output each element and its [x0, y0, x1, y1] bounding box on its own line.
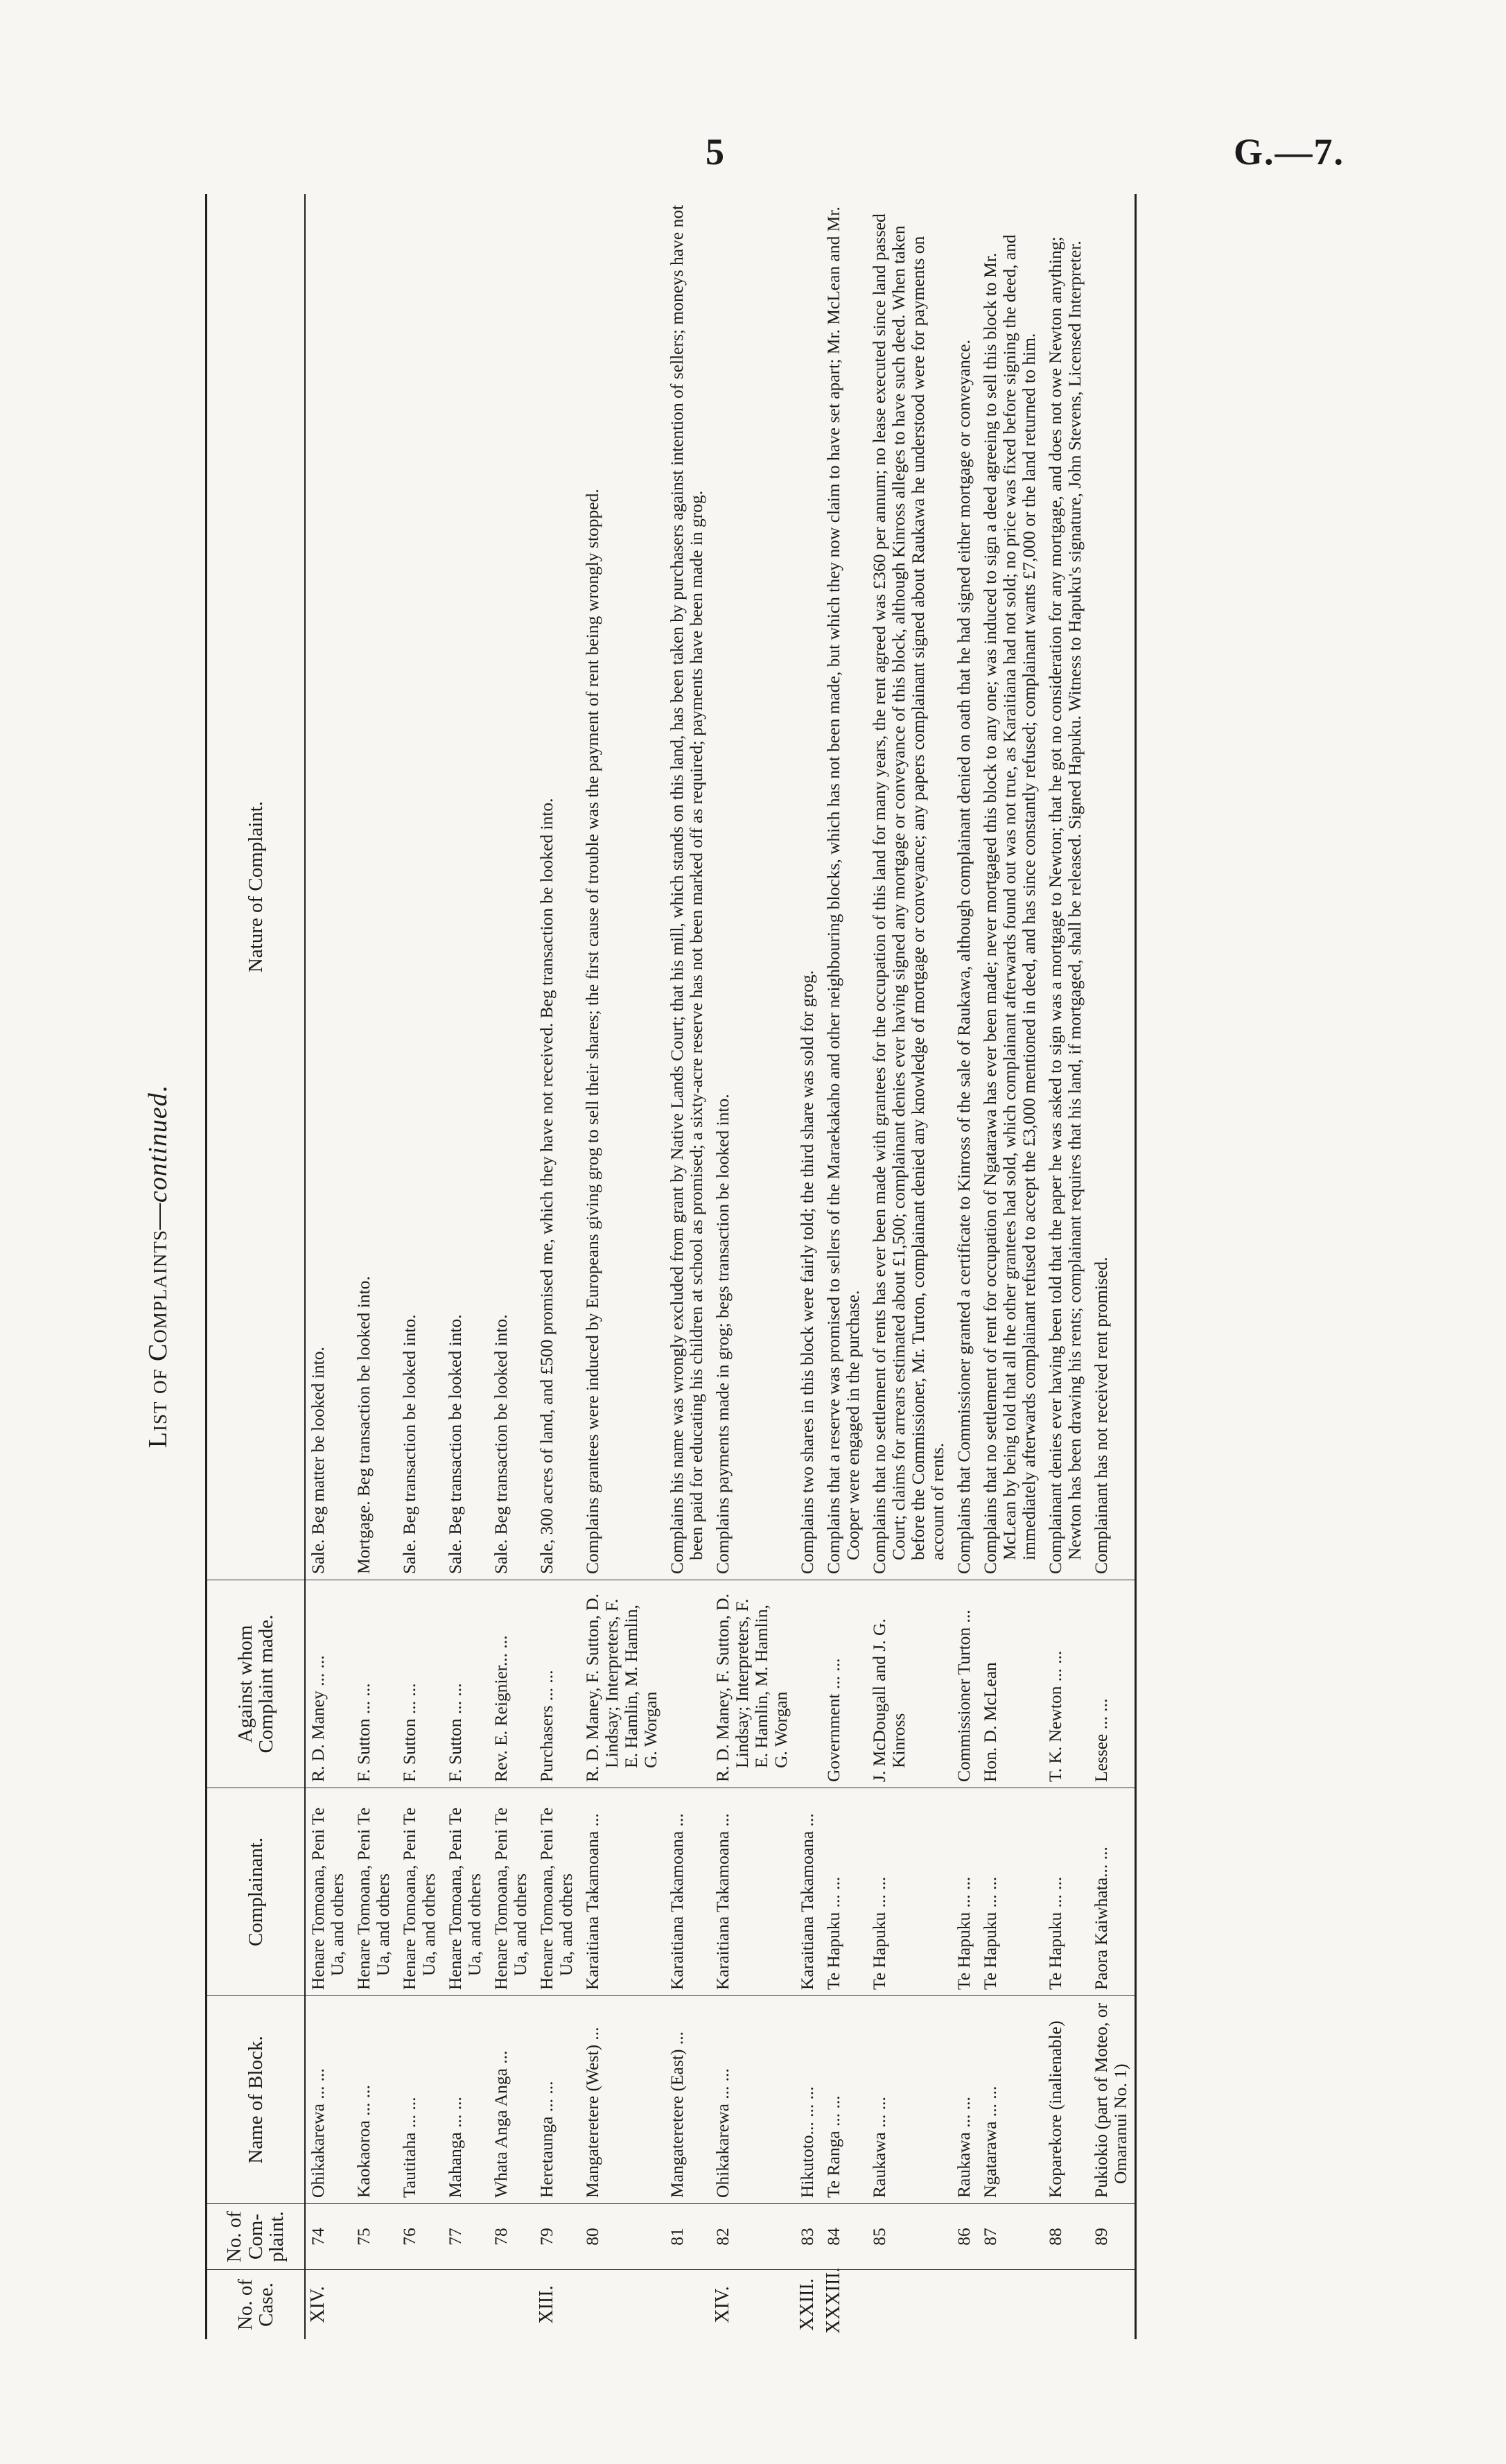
cell-case: XXIII. — [796, 2278, 818, 2331]
header-complaint-no: No. of Com-plaint. — [207, 2204, 304, 2270]
cell-complaint-no: 84 — [821, 2204, 867, 2270]
cell-case — [351, 2270, 397, 2339]
cell-against: Commissioner Turton ... — [952, 1580, 978, 1788]
cell-block: Whata Anga Anga ... — [489, 1996, 534, 2204]
cell-block: Tautitaha ... ... — [397, 1996, 443, 2204]
cell-against: Purchasers ... ... — [534, 1580, 580, 1788]
header-case: No. of Case. — [234, 2278, 277, 2331]
cell-block: Raukawa ... ... — [867, 1996, 952, 2204]
cell-block: Ohikakarewa ... ... — [710, 1996, 795, 2204]
table-row — [821, 194, 867, 2339]
table-row — [1043, 194, 1089, 2339]
cell-complainant: Karaitiana Takamoana ... — [580, 1788, 665, 1996]
cell-complainant: Te Hapuku ... ... — [1043, 1788, 1089, 1996]
table-row — [867, 194, 952, 2339]
cell-complaint-no: 83 — [795, 2204, 821, 2270]
cell-block: Ngatarawa ... ... — [978, 1996, 1043, 2204]
cell-complaint-no: 75 — [351, 2204, 397, 2270]
list-title-main: List of Complaints — [143, 1230, 173, 1449]
cell-complaint-no: 86 — [952, 2204, 978, 2270]
cell-nature: Complains that a reserve was promised to sellers of the Maraekakaho and other neighbouring blocks, which has not been made, but which they now claim to have set apart; Mr. McLean and Mr. Cooper were engaged in the purchase. — [821, 194, 867, 1580]
cell-complainant: Te Hapuku ... ... — [867, 1788, 952, 1996]
cell-complaint-no: 81 — [665, 2204, 710, 2270]
header-block: Name of Block. — [207, 1996, 304, 2204]
cell-against: Government ... ... — [821, 1580, 867, 1788]
cell-against: J. McDougall and J. G. Kinross — [867, 1580, 952, 1788]
list-title: List of Complaints—continued. — [143, 1085, 173, 1449]
cell-complaint-no: 77 — [443, 2204, 489, 2270]
cell-nature: Complains grantees were induced by Europeans giving grog to sell their shares; the first cause of trouble was the payment of rent being wrongly stopped. — [580, 194, 665, 1580]
cell-block: Ohikakarewa ... ... — [306, 1996, 351, 2204]
cell-case: XIII. — [536, 2285, 557, 2324]
cell-against: F. Sutton ... ... — [351, 1580, 397, 1788]
cell-nature: Complainant denies ever having been told that the paper he was asked to sign was a mortgage to Newton; that he got no consideration for any mortgage, and does not owe Newton anything; Newton has been drawing his rents; complainant requires that his land, if mortgaged, shall be released. Signed Hapuku. Witness to Hapuku's signature, John Stevens, Licensed Interpreter. — [1043, 194, 1089, 1580]
table-row — [665, 194, 710, 2339]
cell-case — [489, 2270, 534, 2339]
cell-complaint-no: 79 — [534, 2204, 580, 2270]
cell-case — [1043, 2270, 1089, 2339]
cell-complaint-no: 74 — [306, 2204, 351, 2270]
cell-nature: Complainant has not received rent promised. — [1089, 194, 1135, 1580]
cell-case: XIV. — [307, 2286, 329, 2323]
cell-block: Mahanga ... ... — [443, 1996, 489, 2204]
cell-nature: Complains that Commissioner granted a certificate to Kinross of the sale of Raukawa, although complainant denied on oath that he had signed either mortgage or conveyance. — [952, 194, 978, 1580]
cell-block: Heretaunga ... ... — [534, 1996, 580, 2204]
table-row — [306, 194, 351, 2339]
cell-complainant: Henare Tomoana, Peni Te Ua, and others — [397, 1788, 443, 1996]
cell-case — [580, 2270, 665, 2339]
cell-against: F. Sutton ... ... — [397, 1580, 443, 1788]
cell-complaint-no: 85 — [867, 2204, 952, 2270]
table-body — [306, 194, 1135, 2339]
cell-complainant: Te Hapuku ... ... — [952, 1788, 978, 1996]
cell-block: Kaokaoroa ... ... — [351, 1996, 397, 2204]
cell-complaint-no: 82 — [710, 2204, 795, 2270]
table-row — [952, 194, 978, 2339]
cell-block: Mangateretere (West) ... — [580, 1996, 665, 2204]
complaints-table — [205, 194, 1137, 2339]
cell-nature: Sale. Beg transaction be looked into. — [489, 194, 534, 1580]
table-row — [443, 194, 489, 2339]
cell-nature: Sale. Beg transaction be looked into. — [397, 194, 443, 1580]
cell-against — [795, 1580, 821, 1788]
cell-case — [665, 2270, 710, 2339]
cell-against: R. D. Maney, F. Sutton, D. Lindsay; Interpreters, F. E. Hamlin, M. Hamlin, G. Worgan — [580, 1580, 665, 1788]
cell-case — [397, 2270, 443, 2339]
cell-against: T. K. Newton ... ... — [1043, 1580, 1089, 1788]
cell-nature: Complains two shares in this block were fairly told; the third share was sold for grog. — [795, 194, 821, 1580]
cell-nature: Complains payments made in grog; begs transaction be looked into. — [710, 194, 795, 1580]
cell-block: Mangateretere (East) ... — [665, 1996, 710, 2204]
table-row — [1089, 194, 1135, 2339]
page-reference: G.—7. — [1234, 131, 1345, 173]
cell-case — [443, 2270, 489, 2339]
cell-complainant: Te Hapuku ... ... — [978, 1788, 1043, 1996]
cell-block: Raukawa ... ... — [952, 1996, 978, 2204]
cell-against: Rev. E. Reignier... ... — [489, 1580, 534, 1788]
cell-case: XIV. — [712, 2286, 733, 2323]
cell-complainant: Henare Tomoana, Peni Te Ua, and others — [489, 1788, 534, 1996]
cell-complainant: Henare Tomoana, Peni Te Ua, and others — [534, 1788, 580, 1996]
cell-complainant: Paora Kaiwhata... ... — [1089, 1788, 1135, 1996]
cell-against: R. D. Maney, F. Sutton, D. Lindsay; Interpreters, F. E. Hamlin, M. Hamlin, G. Worgan — [710, 1580, 795, 1788]
table-row — [397, 194, 443, 2339]
cell-nature: Sale. Beg matter be looked into. — [306, 194, 351, 1580]
cell-complainant: Karaitiana Takamoana ... — [710, 1788, 795, 1996]
table-row — [978, 194, 1043, 2339]
cell-complaint-no: 87 — [978, 2204, 1043, 2270]
cell-against: F. Sutton ... ... — [443, 1580, 489, 1788]
cell-case — [978, 2270, 1043, 2339]
table-row — [710, 194, 795, 2339]
cell-nature: Mortgage. Beg transaction be looked into. — [351, 194, 397, 1580]
cell-case — [867, 2270, 952, 2339]
cell-block: Hikutoto... ... ... — [795, 1996, 821, 2204]
cell-block: Koparekore (inalienable) — [1043, 1996, 1089, 2204]
table-header — [207, 194, 306, 2339]
cell-complainant: Henare Tomoana, Peni Te Ua, and others — [306, 1788, 351, 1996]
cell-complainant: Te Hapuku ... ... — [821, 1788, 867, 1996]
table-row — [580, 194, 665, 2339]
cell-nature: Complains his name was wrongly excluded from grant by Native Lands Court; that his mill, which stands on this land, has been taken by purchasers against intention of sellers; moneys have not been paid for educating his children at school as promised; a sixty-acre reserve has not been marked off as required; payments have been made in grog. — [665, 194, 710, 1580]
page-number: 5 — [706, 131, 724, 173]
rotated-table-region — [129, 194, 1331, 2339]
cell-case: XXXIII. — [823, 2267, 844, 2334]
cell-against: Hon. D. McLean — [978, 1580, 1043, 1788]
cell-block: Pukiokio (part of Moteo, or Omaranui No. 1) — [1089, 1996, 1135, 2204]
list-title-suffix: continued — [143, 1092, 173, 1203]
cell-nature: Sale. Beg transaction be looked into. — [443, 194, 489, 1580]
cell-nature: Complains that no settlement of rents has ever been made with grantees for the occupation of this land for many years, the rent agreed was £360 per annum; no lease executed since land passed Court; claims for arrears estimated about £1,500; complainant denies ever having signed any mortgage or conveyance of this block, although Kinross alleges to have such deed. When taken before the Commissioner, Mr. Turton, complainant denied any knowledge of mortgage or conveyance; any papers complainant signed about Raukawa he understood were for payments on account of rents. — [867, 194, 952, 1580]
cell-nature: Sale, 300 acres of land, and £500 promised me, which they have not received. Beg transaction be looked into. — [534, 194, 580, 1580]
cell-case — [952, 2270, 978, 2339]
cell-against — [665, 1580, 710, 1788]
cell-complaint-no: 80 — [580, 2204, 665, 2270]
table-row — [534, 194, 580, 2339]
header-against: Against whom Complaint made. — [207, 1580, 304, 1788]
header-complainant: Complainant. — [207, 1788, 304, 1996]
cell-nature: Complains that no settlement of rent for occupation of Ngatarawa has ever been made; never mortgaged this block to any one; was induced to sign a deed agreeing to sell this block to Mr. McLean by being told that all the other grantees had sold, which complainant afterwards found out was not true, as Karaitiana had not sold; no price was fixed before signing the deed, and immediately afterwards complainant refused to accept the £3,000 mentioned in deed, and has since constantly refused; complainant wants £7,000 or the land returned to him. — [978, 194, 1043, 1580]
header-nature: Nature of Complaint. — [207, 194, 304, 1580]
cell-complaint-no: 89 — [1089, 2204, 1135, 2270]
table-row — [795, 194, 821, 2339]
cell-case — [1089, 2270, 1135, 2339]
cell-complaint-no: 76 — [397, 2204, 443, 2270]
cell-block: Te Ranga ... ... — [821, 1996, 867, 2204]
cell-complaint-no: 78 — [489, 2204, 534, 2270]
table-row — [489, 194, 534, 2339]
cell-complainant: Karaitiana Takamoana ... — [795, 1788, 821, 1996]
cell-complainant: Karaitiana Takamoana ... — [665, 1788, 710, 1996]
cell-complainant: Henare Tomoana, Peni Te Ua, and others — [443, 1788, 489, 1996]
table-row — [351, 194, 397, 2339]
cell-complaint-no: 88 — [1043, 2204, 1089, 2270]
cell-against: Lessee ... ... — [1089, 1580, 1135, 1788]
cell-complainant: Henare Tomoana, Peni Te Ua, and others — [351, 1788, 397, 1996]
cell-against: R. D. Maney ... ... — [306, 1580, 351, 1788]
